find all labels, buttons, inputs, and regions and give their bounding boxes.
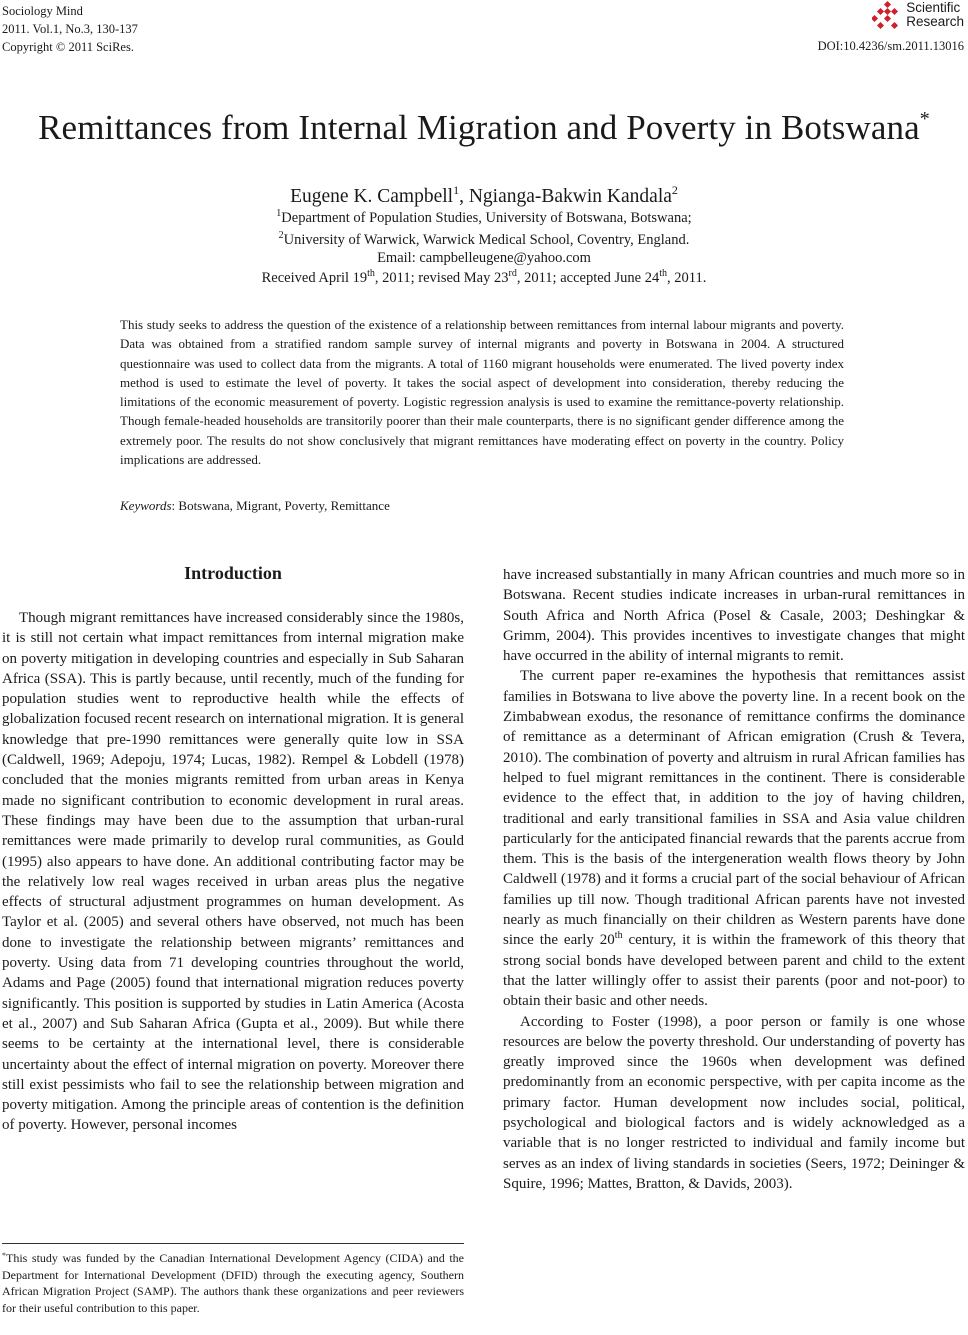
paper-title: Remittances from Internal Migration and Poverty in Botswana* [38,108,930,147]
author-name: Ngianga-Bakwin Kandala [468,186,672,207]
publisher-logo [872,0,964,30]
author-name: Eugene K. Campbell [290,186,454,207]
email-line: Email: campbelleugene@yahoo.com [377,250,591,266]
journal-header [2,2,138,56]
paragraph: According to Foster (1998), a poor person or family is one whose resources are below the poverty threshold. Our understanding of poverty has greatly improved since the 1960s when development was defined predominantly from an economic perspective, with per capita income as the primary factor. Human development now includes social, political, psychological and biological factors and is widely acknowledged as a variable that is no longer restricted to individual and family income but serves as an index of living standards in societies (Seers, 1972; Deininger & Squire, 1996; Mattes, Bratton, & Davids, 2003). [503,1013,965,1192]
affiliation-1: $^1$Department of Population Studies, University of Botswana, Botswana; [276,208,692,226]
paragraph: have increased substantially in many African countries and much more so in Botswana. Recent studies indicate increases in urban-rural remittances in South Africa and North Africa (Posel & Casale, 2003; Deshingkar & Grimm, 2004). This provides incentives to investigate changes that might have occurred in the ability of internal migrants to remit. [503,567,965,665]
journal-volume: 2011. Vol.1, No.3, 130-137 [2,22,138,36]
doi: DOI:10.4236/sm.2011.13016 [817,39,964,53]
abstract: This study seeks to address the question of the existence of a relationship between remittances from internal labour migrants and poverty. Data was obtained from a stratified random sample survey of internal migrants and poverty in Botswana in 2004. A structured questionnaire was used to collect data from the migrants. A total of 1160 migrant households were enumerated. The lived poverty index method is used to estimate the level of poverty. It takes the social aspect of development into consideration, thereby reducing the limitations of the economic measurement of poverty. Logistic regression analysis is used to examine the remittance-poverty relationship. Though female-headed households are transitorily poorer than their male counterparts, there is no significant gender difference among the extremely poor. The results do not show conclusively that migrant remittances have moderating effect on poverty in the country. Policy implications are addressed. [120,317,844,468]
footnote-divider [2,1243,464,1244]
left-column [2,608,464,1136]
journal-name: Sociology Mind [2,4,83,18]
keywords: Keywords: Botswana, Migrant, Poverty, Remittance [120,498,390,513]
author-line: Eugene K. Campbell$^1$, Ngianga-Bakwin Kandala$^2$ [290,183,678,207]
title-footnote-mark: * [919,108,930,130]
affiliation-2: $^2$University of Warwick, Warwick Medical School, Coventry, England. [278,230,690,248]
footnote: *This study was funded by the Canadian International Development Agency (CIDA) and the Department for International Development (DFID) through the executing agency, Southern African Migration Project (SAMP). The authors thank these organizations and peer reviewers for their useful contribution to this paper. [2,1251,464,1315]
paragraph: Though migrant remittances have increased considerably since the 1980s, it is still not certain what impact remittances from internal migration make on poverty mitigation in developing countries and especially in Sub Saharan Africa (SSA). This is partly because, until recently, much of the funding for population studies went to reproductive health while the effects of globalization focused recent research on international migration. It is general knowledge that pre-1990 remittances were generally quite low in SSA (Caldwell, 1969; Adepoju, 1974; Lucas, 1982). Rempel & Lobdell (1978) concluded that the monies migrants remitted from urban areas in Kenya made no significant contribution to economic development in rural areas. These findings may have been due to the assumption that urban-rural remittances were made primarily to develop rural communities, as Gould (1995) also appears to have done. An additional contributing factor may be the relatively low real wages received in urban areas plus the negative effects of structural adjustment programmes on human development. As Taylor et al. (2005) and several others have observed, not much has been done to investigate the relationship between migrants’ remittances and poverty. Using data from 71 developing countries throughout the world, Adams and Page (2005) found that international migration reduces poverty significantly. This position is supported by studies in Latin America (Acosta et al., 2007) and Sub Saharan Africa (Gupta et al., 2009). But while there seems to be certainty at the international level, there is considerable uncertainty about the effect of internal migration on poverty. Moreover there still exist pessimists who fail to see the relationship between migration and poverty mitigation. Among the principle areas of contention is the definition of poverty. However, personal incomes [2,610,464,1134]
scientific-research-logo-icon [872,0,902,30]
section-heading: Introduction [184,563,282,583]
paragraph: The current paper re-examines the hypothesis that remittances assist families in Botswana to live above the poverty line. In a recent book on the Zimbabwean exodus, the resonance of remittance confirms the dominance of remittance as a determinant of African emigration (Crush & Tevera, 2010). The combination of poverty and altruism in rural African families has helped to fuel migrant remittances in the continent. There is considerable evidence to the effect that, in addition to the joy of having children, traditional and early transitional families in SSA and Asia value children particularly for the anticipated financial rewards that the parents accrue from them. This is the basis of the intergeneration wealth flows theory by John Caldwell (1978) and it forms a crucial part of the social behaviour of African families up till now. Though traditional African parents have not invested nearly as much financially on their children as Western parents have done since the early 20th century, it is within the framework of this theory that strong social bonds have developed between parent and child to the extent that the latter willingly offer to assist their parents (poor and not-poor) to obtain their basic and other needs. [503,668,965,1010]
received-dates: Received April 19th, 2011; revised May 23rd, 2011; accepted June 24th, 2011. [261,268,707,286]
publisher-name: Scientific Research [906,0,964,29]
copyright-line: Copyright © 2011 SciRes. [2,40,134,54]
right-column [503,565,965,1194]
